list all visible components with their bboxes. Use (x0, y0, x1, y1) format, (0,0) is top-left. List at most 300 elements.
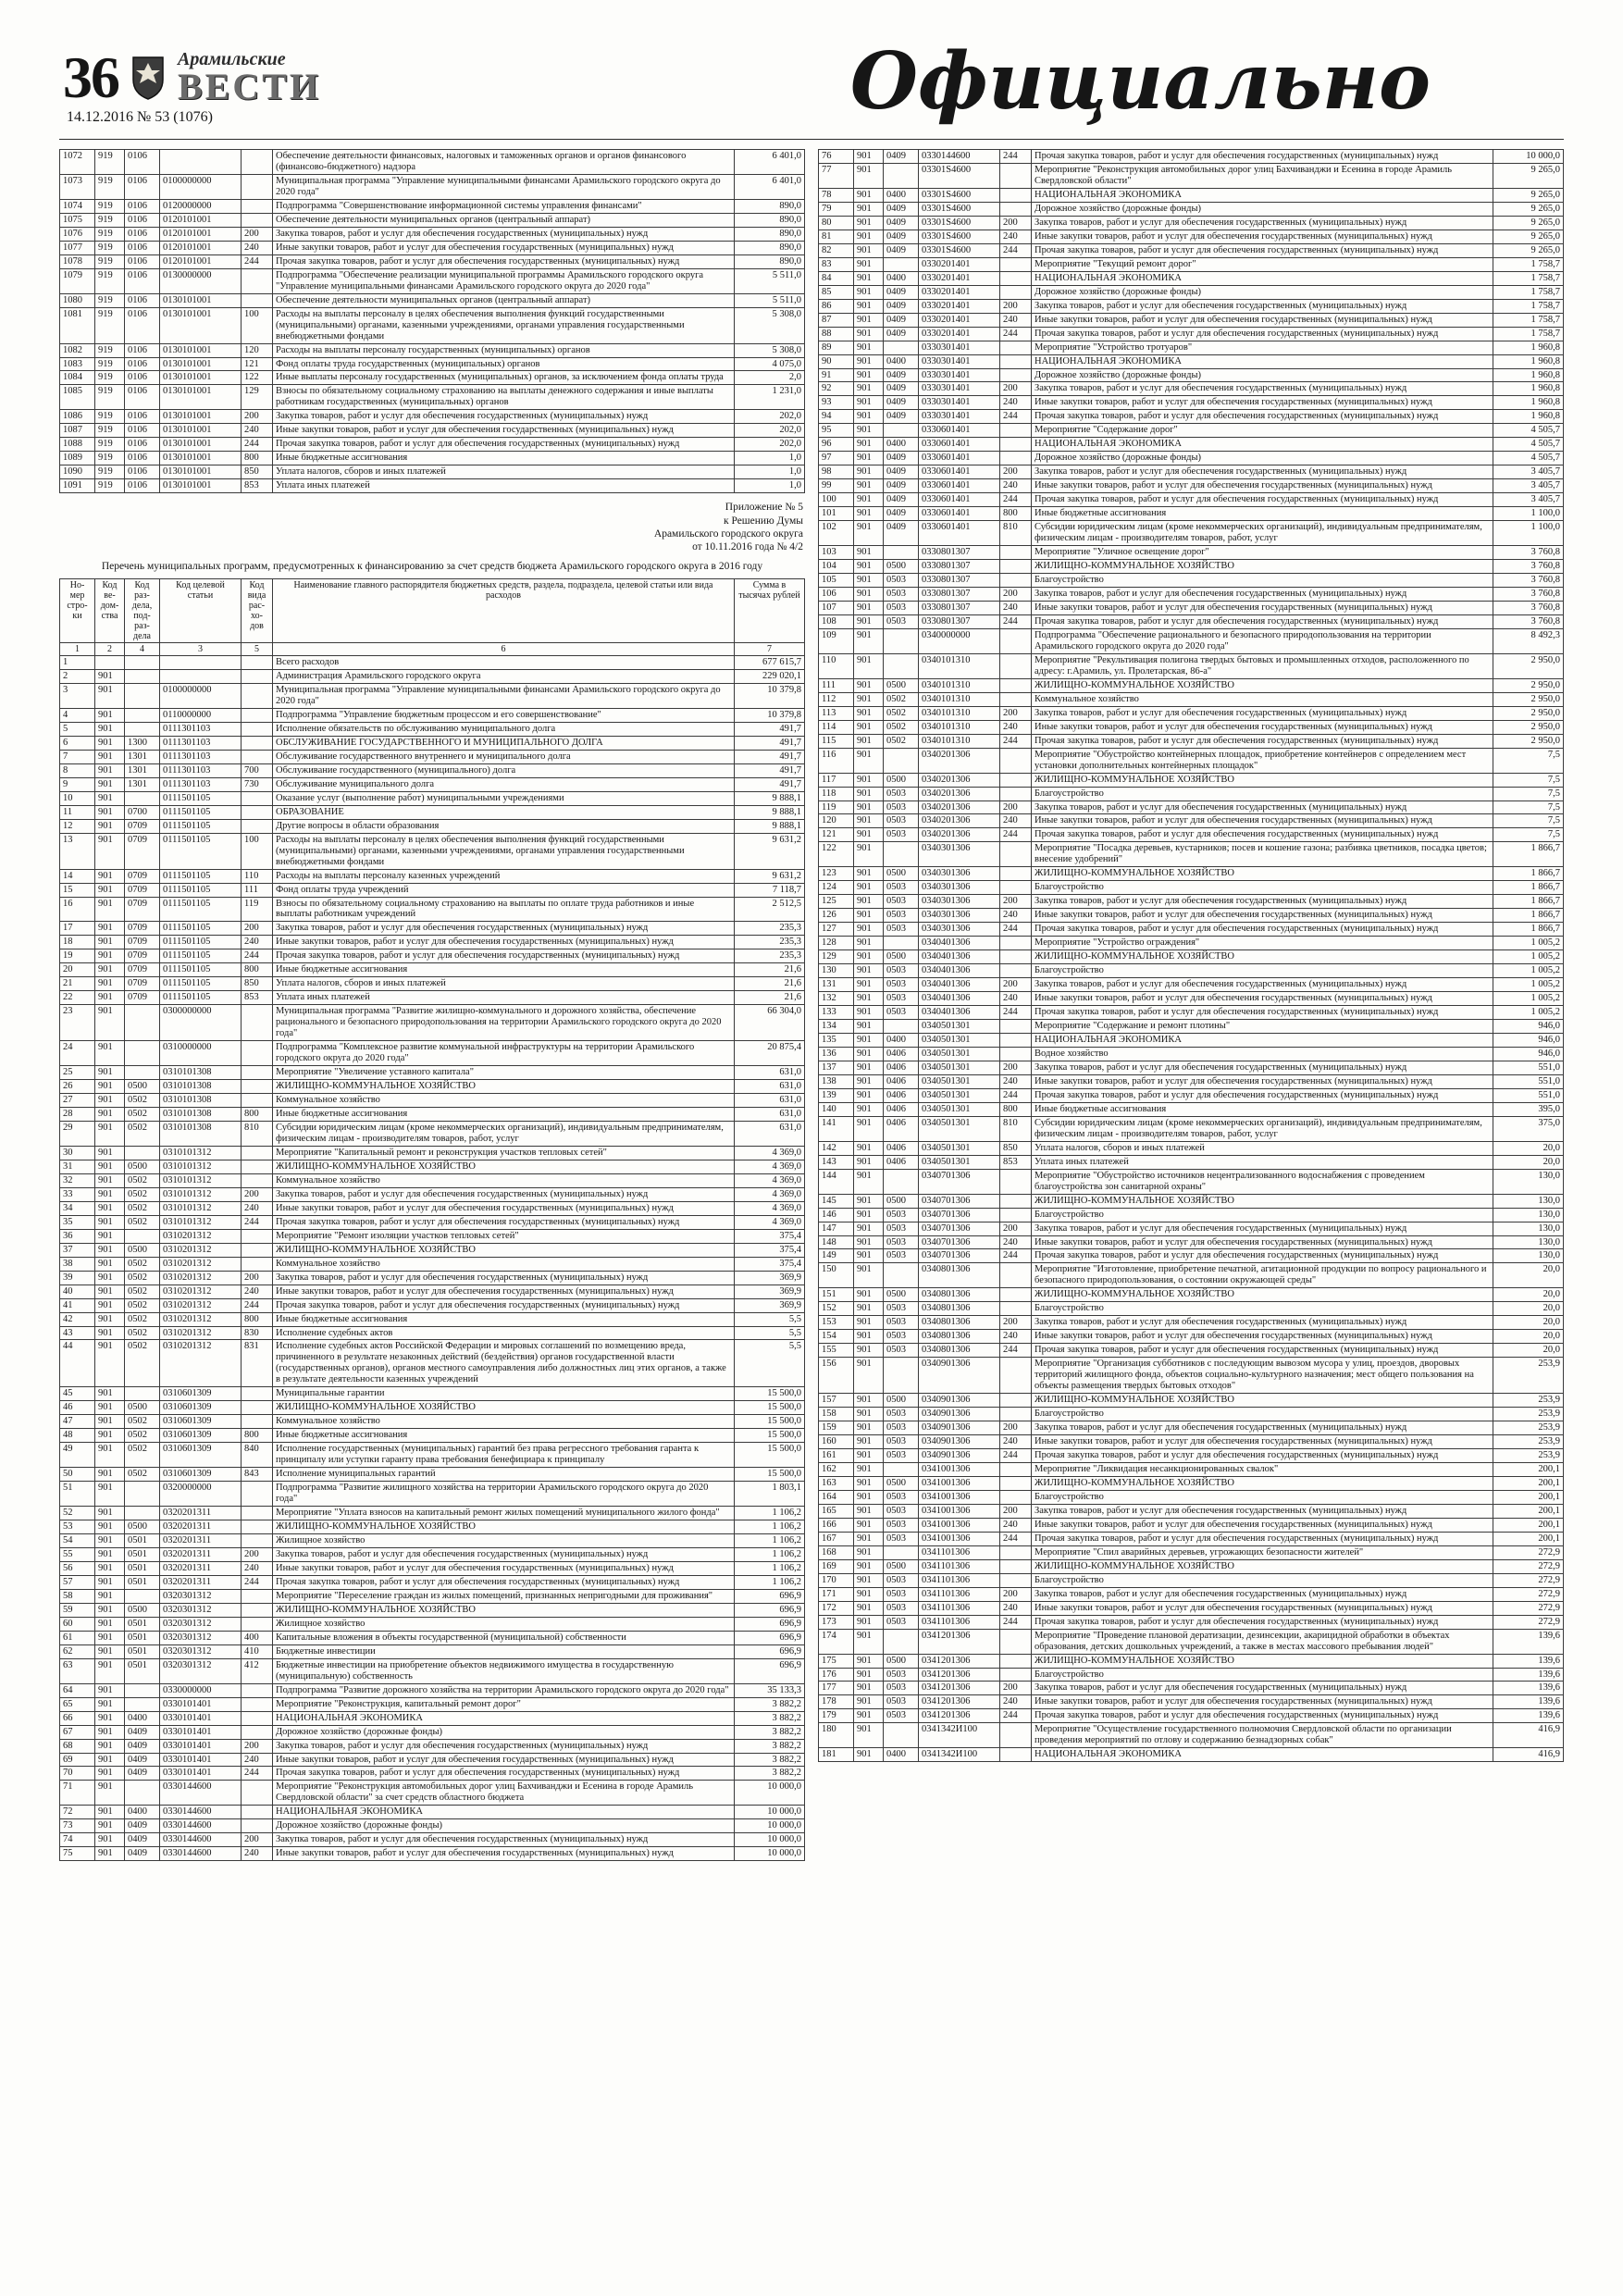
cell: 0111501105 (160, 833, 242, 869)
cell (884, 1462, 919, 1476)
cell: 0120101001 (160, 254, 242, 268)
table-row (819, 1344, 1564, 1358)
cell: 901 (95, 1229, 125, 1243)
cell: 0330201401 (919, 285, 1000, 299)
cell: 901 (854, 1490, 884, 1504)
cell: 15 500,0 (735, 1415, 805, 1429)
cell: 244 (1000, 1344, 1032, 1358)
table-row (60, 150, 805, 175)
cell: 0330601401 (919, 507, 1000, 521)
cell: 7 (60, 750, 95, 763)
cell: 0500 (884, 1394, 919, 1408)
cell: 0340801306 (919, 1263, 1000, 1288)
cell: 0111501105 (160, 991, 242, 1005)
table-row (819, 614, 1564, 628)
cell: 0330144600 (160, 1833, 242, 1847)
cell: 0500 (125, 1401, 160, 1415)
cell: 0341201306 (919, 1695, 1000, 1709)
cell: 36 (60, 1229, 95, 1243)
cell: 1079 (60, 268, 95, 293)
cell (1000, 1654, 1032, 1668)
cell: Иные бюджетные ассигнования (273, 1312, 735, 1326)
cell (884, 1020, 919, 1034)
cell: 103 (819, 546, 854, 560)
cell: НАЦИОНАЛЬНАЯ ЭКОНОМИКА (1032, 188, 1493, 202)
cell: 901 (95, 869, 125, 883)
cell: 0340401306 (919, 978, 1000, 992)
cell: 1301 (125, 763, 160, 777)
cell: 901 (95, 1312, 125, 1326)
cell: 0330601401 (919, 493, 1000, 507)
table-row (819, 1316, 1564, 1330)
cell (1000, 354, 1032, 368)
cell: 0502 (884, 720, 919, 734)
cell: 901 (854, 1074, 884, 1088)
table-row (60, 452, 805, 465)
cell: 1 758,7 (1493, 299, 1564, 313)
cell: 0340401306 (919, 937, 1000, 950)
cell: 901 (854, 800, 884, 814)
table-row (819, 452, 1564, 465)
cell: Благоустройство (1032, 1668, 1493, 1682)
cell: 1 758,7 (1493, 313, 1564, 327)
cell: 901 (854, 1088, 884, 1102)
cell: Прочая закупка товаров, работ и услуг для обеспечения государственных (муниципальных) нужд (1032, 1532, 1493, 1545)
cell: 6 401,0 (735, 150, 805, 175)
cell: 901 (854, 1668, 884, 1682)
cell: 244 (242, 1575, 273, 1589)
cell (1000, 678, 1032, 692)
cell: 2 950,0 (1493, 692, 1564, 706)
cell: 901 (854, 1408, 884, 1421)
cell: 0330144600 (160, 1847, 242, 1861)
table-header-row (60, 579, 805, 643)
cell: 410 (242, 1644, 273, 1658)
table-row (819, 1006, 1564, 1020)
cell: 110 (242, 869, 273, 883)
table-row (60, 1080, 805, 1094)
cell: 118 (819, 787, 854, 800)
cell: 0310101312 (160, 1173, 242, 1187)
cell (1000, 163, 1032, 188)
cell: 901 (854, 1504, 884, 1518)
cell: 0409 (884, 521, 919, 546)
cell: 5 511,0 (735, 268, 805, 293)
cell: 919 (95, 227, 125, 241)
cell: 178 (819, 1695, 854, 1709)
cell: 901 (95, 1697, 125, 1711)
cell: 0130101001 (160, 357, 242, 371)
table-row (60, 199, 805, 213)
cell: 0330101401 (160, 1767, 242, 1781)
cell: 0502 (125, 1201, 160, 1215)
cell: 0340901306 (919, 1421, 1000, 1435)
cell: 830 (242, 1326, 273, 1340)
cell: 1076 (60, 227, 95, 241)
table-row (60, 1326, 805, 1340)
cell: 166 (819, 1518, 854, 1532)
table-row (819, 1088, 1564, 1102)
cell: 0310101312 (160, 1146, 242, 1160)
cell (1000, 628, 1032, 653)
cell: 0106 (125, 438, 160, 452)
cell: 143 (819, 1155, 854, 1169)
cell: 3 882,2 (735, 1753, 805, 1767)
table-row (819, 1518, 1564, 1532)
table-row (60, 1429, 805, 1443)
cell (242, 1711, 273, 1725)
cell: 901 (95, 763, 125, 777)
cell: 0106 (125, 268, 160, 293)
cell: Мероприятие "Реконструкция, капитальный ремонт дорог" (273, 1697, 735, 1711)
table-row (60, 777, 805, 791)
cell: 1301 (125, 750, 160, 763)
cell: 901 (854, 493, 884, 507)
cell: 0406 (884, 1141, 919, 1155)
cell: 0340301306 (919, 881, 1000, 895)
cell: 901 (854, 1006, 884, 1020)
cell: 0500 (884, 560, 919, 574)
cell (242, 1146, 273, 1160)
cell: 0330601401 (919, 465, 1000, 479)
table-row (60, 1271, 805, 1285)
cell: 95 (819, 424, 854, 438)
cell: 0409 (125, 1833, 160, 1847)
cell: 901 (95, 991, 125, 1005)
cell: 901 (854, 1518, 884, 1532)
cell: 0340101310 (919, 692, 1000, 706)
table-row (60, 1146, 805, 1160)
cell: Прочая закупка товаров, работ и услуг для обеспечения государственных (муниципальных) нужд (273, 1215, 735, 1229)
cell (242, 1697, 273, 1711)
cell: 90 (819, 354, 854, 368)
table-row (819, 507, 1564, 521)
cell: 4 369,0 (735, 1173, 805, 1187)
cell: 0400 (884, 1033, 919, 1047)
cell: 901 (95, 949, 125, 963)
cell: 74 (60, 1833, 95, 1847)
cell: 0502 (884, 692, 919, 706)
cell: Закупка товаров, работ и услуг для обеспечения государственных (муниципальных) нужд (273, 1271, 735, 1285)
cell: 919 (95, 343, 125, 357)
cell (242, 1080, 273, 1094)
cell: 946,0 (1493, 1033, 1564, 1047)
cell: 0120101001 (160, 213, 242, 227)
cell: 200 (1000, 1587, 1032, 1601)
cell: 7,5 (1493, 828, 1564, 842)
cell: 901 (854, 507, 884, 521)
newspaper-title: ВЕСТИ (178, 66, 322, 107)
cell: 0106 (125, 465, 160, 479)
cell: 0330801307 (919, 601, 1000, 614)
cell (242, 1806, 273, 1819)
cell: Субсидии юридическим лицам (кроме некоммерческих организаций), индивидуальным предпринимателям, физическим лицам - производителям товаров, работ, услуг (273, 1121, 735, 1146)
cell: Муниципальная программа "Развитие жилищно-коммунального и дорожного хозяйства, обеспечение рационального и безопасного природопользования на территории Арамильского городского округа до 2020 года" (273, 1005, 735, 1041)
cell: 0310601309 (160, 1468, 242, 1482)
cell: ЖИЛИЩНО-КОММУНАЛЬНОЕ ХОЗЯЙСТВО (273, 1520, 735, 1534)
cell: 1300 (125, 736, 160, 750)
table-row (819, 653, 1564, 678)
cell: 15 500,0 (735, 1429, 805, 1443)
cell: 901 (854, 964, 884, 978)
cell: Прочая закупка товаров, работ и услуг для обеспечения государственных (муниципальных) нужд (1032, 410, 1493, 424)
appendix-line: Приложение № 5 (725, 502, 803, 514)
cell: 0340201306 (919, 828, 1000, 842)
cell: 901 (854, 1587, 884, 1601)
cell (1000, 560, 1032, 574)
cell: 1077 (60, 241, 95, 254)
cell: 136 (819, 1047, 854, 1061)
cell: 1089 (60, 452, 95, 465)
cell: Прочая закупка товаров, работ и услуг для обеспечения государственных (муниципальных) нужд (1032, 828, 1493, 842)
cell: 69 (60, 1753, 95, 1767)
cell: 0330301401 (919, 341, 1000, 354)
cell: 1,0 (735, 465, 805, 479)
cell: 901 (854, 396, 884, 410)
cell: 31 (60, 1160, 95, 1173)
cell: НАЦИОНАЛЬНАЯ ЭКОНОМИКА (1032, 438, 1493, 452)
cell: 0310101312 (160, 1187, 242, 1201)
cell: 244 (1000, 1449, 1032, 1463)
cell: 240 (242, 1285, 273, 1298)
cell (160, 656, 242, 670)
cell: 800 (242, 963, 273, 977)
cell: 0310201312 (160, 1326, 242, 1340)
cell: Иные бюджетные ассигнования (273, 1108, 735, 1122)
table-row (819, 1559, 1564, 1573)
cell (125, 722, 160, 736)
table-row (60, 736, 805, 750)
cell (125, 1589, 160, 1603)
cell: Муниципальные гарантии (273, 1387, 735, 1401)
cell: Закупка товаров, работ и услуг для обеспечения государственных (муниципальных) нужд (273, 922, 735, 936)
cell: 0709 (125, 977, 160, 991)
cell: 901 (854, 1394, 884, 1408)
cell: 11 (60, 805, 95, 819)
table-row (819, 964, 1564, 978)
table-row (60, 343, 805, 357)
table-row (60, 1201, 805, 1215)
cell: 1 960,8 (1493, 341, 1564, 354)
table-row (819, 828, 1564, 842)
cell: 0310601309 (160, 1429, 242, 1443)
cell: Всего расходов (273, 656, 735, 670)
cell: 9 888,1 (735, 819, 805, 833)
cell: 696,9 (735, 1658, 805, 1683)
cell: 0341001306 (919, 1504, 1000, 1518)
cell: 375,4 (735, 1243, 805, 1257)
table-row (60, 1547, 805, 1561)
cell: Иные бюджетные ассигнования (273, 1429, 735, 1443)
cell: 102 (819, 521, 854, 546)
cell: 244 (1000, 327, 1032, 341)
cell: 551,0 (1493, 1074, 1564, 1088)
cell: 901 (95, 1833, 125, 1847)
table-row (60, 293, 805, 307)
cell: 919 (95, 307, 125, 343)
cell: 416,9 (1493, 1723, 1564, 1748)
cell: Закупка товаров, работ и услуг для обеспечения государственных (муниципальных) нужд (1032, 1421, 1493, 1435)
cell: 0340301306 (919, 923, 1000, 937)
cell: 83 (819, 257, 854, 271)
cell: 0502 (125, 1257, 160, 1271)
cell: 101 (819, 507, 854, 521)
cell: 901 (854, 1316, 884, 1330)
cell: 0409 (884, 150, 919, 164)
cell: 53 (60, 1520, 95, 1534)
cell: 416,9 (1493, 1748, 1564, 1762)
cell: Жилищное хозяйство (273, 1534, 735, 1548)
cell: 235,3 (735, 949, 805, 963)
table-row (819, 341, 1564, 354)
cell: 400 (242, 1631, 273, 1644)
cell: 0340701306 (919, 1194, 1000, 1208)
cell: 176 (819, 1668, 854, 1682)
cell: 1 960,8 (1493, 396, 1564, 410)
table-row (819, 313, 1564, 327)
cell: 0502 (125, 1443, 160, 1468)
cell: 10 000,0 (735, 1833, 805, 1847)
cell: 130,0 (1493, 1222, 1564, 1235)
table-row (819, 1155, 1564, 1169)
cell: 0503 (884, 992, 919, 1006)
cell: 375,0 (1493, 1116, 1564, 1141)
cell: Обеспечение деятельности муниципальных органов (центральный аппарат) (273, 293, 735, 307)
cell: Мероприятие "Текущий ремонт дорог" (1032, 257, 1493, 271)
table-row (819, 588, 1564, 602)
cell: 120 (819, 814, 854, 828)
cell: 0503 (884, 1222, 919, 1235)
cell: 901 (854, 1532, 884, 1545)
cell (1000, 964, 1032, 978)
cell: 240 (242, 241, 273, 254)
cell: 0341101306 (919, 1601, 1000, 1615)
cell: 42 (60, 1312, 95, 1326)
cell (125, 670, 160, 684)
table-row (60, 963, 805, 977)
cell: 901 (95, 963, 125, 977)
cell: 1081 (60, 307, 95, 343)
cell: 0503 (884, 601, 919, 614)
cell: 200 (242, 410, 273, 424)
cell: Закупка товаров, работ и услуг для обеспечения государственных (муниципальных) нужд (1032, 382, 1493, 396)
cell: 901 (854, 692, 884, 706)
cell: 0340101310 (919, 678, 1000, 692)
cell: 169 (819, 1559, 854, 1573)
cell: Прочая закупка товаров, работ и услуг для обеспечения государственных (муниципальных) нужд (273, 1575, 735, 1589)
cell: 59 (60, 1603, 95, 1617)
cell: 6 401,0 (735, 174, 805, 199)
cell: 901 (854, 1421, 884, 1435)
cell: 20,0 (1493, 1263, 1564, 1288)
cell: 244 (1000, 1249, 1032, 1263)
table-row (819, 1235, 1564, 1249)
cell (242, 1603, 273, 1617)
cell: Благоустройство (1032, 1408, 1493, 1421)
cell (884, 1545, 919, 1559)
cell (242, 199, 273, 213)
cell (242, 1160, 273, 1173)
cell: 919 (95, 150, 125, 175)
cell: 0503 (884, 923, 919, 937)
cell: 240 (242, 1201, 273, 1215)
table-row (60, 1187, 805, 1201)
cell: 0340701306 (919, 1169, 1000, 1194)
cell: 0406 (884, 1088, 919, 1102)
cell: 0503 (884, 614, 919, 628)
cell: 253,9 (1493, 1449, 1564, 1463)
cell: 919 (95, 199, 125, 213)
cell: 491,7 (735, 736, 805, 750)
cell: 901 (854, 230, 884, 243)
table-row (819, 692, 1564, 706)
cell: 901 (854, 1601, 884, 1615)
cell: 0340501301 (919, 1141, 1000, 1155)
cell: 901 (95, 736, 125, 750)
cell: 0340701306 (919, 1249, 1000, 1263)
cell: 901 (854, 313, 884, 327)
cell: 901 (95, 1121, 125, 1146)
cell (242, 1229, 273, 1243)
cell (1000, 1668, 1032, 1682)
table-row (819, 1330, 1564, 1344)
cell: 0111501105 (160, 949, 242, 963)
cell: 0502 (125, 1094, 160, 1108)
cell: 1086 (60, 410, 95, 424)
cell: 0106 (125, 452, 160, 465)
cell: Мероприятие "Содержание дорог" (1032, 424, 1493, 438)
table-row (60, 1160, 805, 1173)
cell: Администрация Арамильского городского округа (273, 670, 735, 684)
cell: 3 (60, 684, 95, 709)
cell: 890,0 (735, 227, 805, 241)
cell: 901 (95, 1041, 125, 1066)
cell: 0406 (884, 1047, 919, 1061)
table-row (60, 1725, 805, 1739)
cell: 139,6 (1493, 1629, 1564, 1654)
cell: 901 (854, 1208, 884, 1222)
cell: 901 (95, 1201, 125, 1215)
cell: 0503 (884, 1006, 919, 1020)
cell: Благоустройство (1032, 787, 1493, 800)
cell: 10 379,8 (735, 684, 805, 709)
cell: Прочая закупка товаров, работ и услуг для обеспечения государственных (муниципальных) нужд (1032, 923, 1493, 937)
cell: 901 (854, 188, 884, 202)
cell (1000, 1288, 1032, 1302)
cell: 16 (60, 897, 95, 922)
cell: 200 (1000, 800, 1032, 814)
cell: 0503 (884, 881, 919, 895)
cell: 901 (854, 574, 884, 588)
cell: 22 (60, 991, 95, 1005)
cell: Иные закупки товаров, работ и услуг для обеспечения государственных (муниципальных) нужд (1032, 1435, 1493, 1449)
cell: 0503 (884, 1695, 919, 1709)
table-row (819, 574, 1564, 588)
cell: Коммунальное хозяйство (273, 1094, 735, 1108)
cell: Мероприятие "Увеличение уставного капитала" (273, 1066, 735, 1080)
cell: 0130101001 (160, 385, 242, 410)
cell (242, 1725, 273, 1739)
cell: 0330101401 (160, 1697, 242, 1711)
cell: Иные бюджетные ассигнования (1032, 507, 1493, 521)
cell: 0130101001 (160, 452, 242, 465)
cell: 0503 (884, 1344, 919, 1358)
cell: 98 (819, 465, 854, 479)
cell: 4 (60, 708, 95, 722)
cell: 244 (1000, 1532, 1032, 1545)
cell (160, 150, 242, 175)
cell: 0503 (884, 814, 919, 828)
